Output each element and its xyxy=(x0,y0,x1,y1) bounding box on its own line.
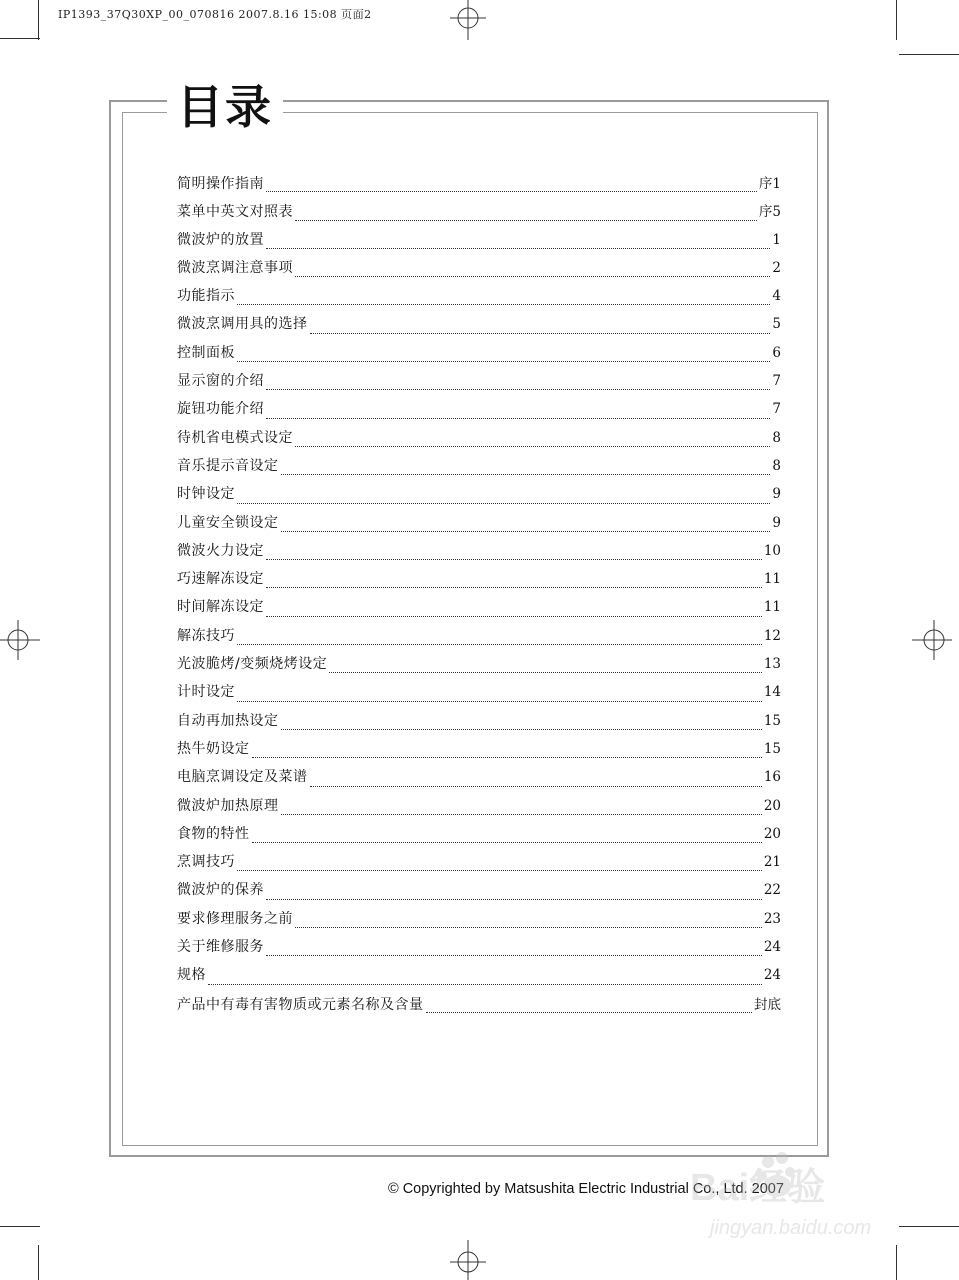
toc-entry-label: 待机省电模式设定 xyxy=(177,429,293,446)
page-title: 目录 xyxy=(167,78,283,136)
toc-entry-label: 规格 xyxy=(177,967,206,984)
toc-entry-page: 8 xyxy=(772,429,781,446)
toc-entry xyxy=(177,172,781,200)
toc-entry-label: 自动再加热设定 xyxy=(177,712,279,729)
toc-dot-leader xyxy=(266,417,770,419)
toc-dot-leader xyxy=(295,445,770,447)
toc-entry xyxy=(177,540,781,568)
table-of-contents xyxy=(177,172,781,1021)
toc-dot-leader xyxy=(237,643,762,645)
toc-entry xyxy=(177,766,781,794)
toc-entry-label: 计时设定 xyxy=(177,684,235,701)
toc-dot-leader xyxy=(237,700,762,702)
toc-entry xyxy=(177,823,781,851)
toc-entry-label: 微波烹调注意事项 xyxy=(177,259,293,276)
toc-entry xyxy=(177,285,781,313)
toc-entry-page: 22 xyxy=(763,882,781,899)
toc-entry-label: 烹调技巧 xyxy=(177,854,235,871)
toc-entry xyxy=(177,993,781,1021)
toc-dot-leader xyxy=(237,303,770,305)
toc-entry-page: 21 xyxy=(763,854,781,871)
toc-entry-label: 微波炉的保养 xyxy=(177,882,264,899)
toc-entry-page: 12 xyxy=(763,627,781,644)
toc-entry xyxy=(177,681,781,709)
toc-entry xyxy=(177,257,781,285)
toc-entry-page: 15 xyxy=(763,712,781,729)
toc-entry-page: 5 xyxy=(772,316,781,333)
toc-dot-leader xyxy=(310,332,771,334)
toc-dot-leader xyxy=(237,502,770,504)
toc-dot-leader xyxy=(281,813,762,815)
toc-entry-label: 简明操作指南 xyxy=(177,176,264,192)
toc-entry-page: 23 xyxy=(763,910,781,927)
toc-entry-page: 4 xyxy=(772,288,781,305)
toc-dot-leader xyxy=(266,558,762,560)
toc-entry xyxy=(177,313,781,341)
toc-entry xyxy=(177,936,781,964)
toc-entry-label: 旋钮功能介绍 xyxy=(177,401,264,418)
toc-entry-label: 光波脆烤/变频烧烤设定 xyxy=(177,656,328,673)
toc-entry-page: 15 xyxy=(763,740,781,757)
toc-dot-leader xyxy=(266,586,762,588)
toc-dot-leader xyxy=(295,219,757,221)
toc-dot-leader xyxy=(426,1011,753,1013)
toc-entry xyxy=(177,229,781,257)
toc-entry-label: 儿童安全锁设定 xyxy=(177,514,279,531)
toc-entry-label: 时间解冻设定 xyxy=(177,599,264,616)
toc-dot-leader xyxy=(281,530,771,532)
toc-entry xyxy=(177,370,781,398)
toc-entry-label: 微波炉的放置 xyxy=(177,231,264,248)
toc-entry-label: 控制面板 xyxy=(177,344,235,361)
toc-entry-label: 菜单中英文对照表 xyxy=(177,204,293,221)
toc-entry-label: 微波炉加热原理 xyxy=(177,797,279,814)
toc-entry xyxy=(177,455,781,483)
toc-entry-page: 11 xyxy=(763,571,781,588)
toc-dot-leader xyxy=(266,190,757,192)
toc-entry-label: 产品中有毒有害物质或元素名称及含量 xyxy=(177,996,424,1013)
toc-dot-leader xyxy=(252,756,762,758)
toc-entry-label: 时钟设定 xyxy=(177,486,235,503)
toc-entry xyxy=(177,596,781,624)
toc-entry xyxy=(177,625,781,653)
toc-entry-page: 7 xyxy=(772,373,781,390)
toc-entry-label: 要求修理服务之前 xyxy=(177,910,293,927)
toc-entry xyxy=(177,568,781,596)
toc-entry-label: 功能指示 xyxy=(177,288,235,305)
toc-entry xyxy=(177,851,781,879)
toc-dot-leader xyxy=(329,671,762,673)
toc-entry xyxy=(177,795,781,823)
toc-entry-page: 2 xyxy=(772,259,781,276)
toc-entry-label: 微波火力设定 xyxy=(177,542,264,559)
registration-mark-top xyxy=(448,0,488,40)
toc-entry xyxy=(177,342,781,370)
toc-entry-label: 热牛奶设定 xyxy=(177,740,250,757)
toc-entry-page: 16 xyxy=(763,769,781,786)
toc-entry xyxy=(177,908,781,936)
toc-entry-label: 电脑烹调设定及菜谱 xyxy=(177,769,308,786)
toc-entry xyxy=(177,512,781,540)
toc-dot-leader xyxy=(266,898,762,900)
toc-dot-leader xyxy=(295,275,770,277)
toc-entry xyxy=(177,964,781,992)
toc-entry xyxy=(177,398,781,426)
toc-entry-page: 20 xyxy=(763,797,781,814)
registration-mark-right xyxy=(912,620,952,660)
toc-entry-label: 微波烹调用具的选择 xyxy=(177,316,308,333)
registration-mark-bottom xyxy=(448,1240,488,1280)
toc-entry-label: 食物的特性 xyxy=(177,825,250,842)
toc-dot-leader xyxy=(266,247,770,249)
toc-dot-leader xyxy=(295,926,762,928)
toc-entry-page: 13 xyxy=(763,656,781,673)
toc-entry-page: 7 xyxy=(772,401,781,418)
toc-entry-page: 9 xyxy=(772,514,781,531)
toc-entry-page: 封底 xyxy=(754,996,781,1013)
toc-dot-leader xyxy=(237,869,762,871)
toc-entry-page: 6 xyxy=(772,344,781,361)
toc-entry xyxy=(177,483,781,511)
toc-dot-leader xyxy=(281,728,762,730)
toc-entry-page: 20 xyxy=(763,825,781,842)
toc-entry xyxy=(177,879,781,907)
toc-entry-label: 显示窗的介绍 xyxy=(177,373,264,390)
toc-entry-label: 巧速解冻设定 xyxy=(177,571,264,588)
toc-entry-page: 24 xyxy=(763,967,781,984)
toc-dot-leader xyxy=(310,785,762,787)
toc-entry-label: 解冻技巧 xyxy=(177,627,235,644)
toc-entry-page: 11 xyxy=(763,599,781,616)
toc-dot-leader xyxy=(237,360,770,362)
toc-entry-page: 14 xyxy=(763,684,781,701)
toc-dot-leader xyxy=(266,615,762,617)
copyright-notice: © Copyrighted by Matsushita Electric Industrial Co., Ltd. 2007 xyxy=(388,1181,784,1197)
toc-entry-label: 音乐提示音设定 xyxy=(177,457,279,474)
toc-entry xyxy=(177,427,781,455)
toc-entry xyxy=(177,653,781,681)
watermark-url: jingyan.baidu.com xyxy=(710,1217,872,1239)
toc-entry-page: 24 xyxy=(763,939,781,956)
toc-entry xyxy=(177,738,781,766)
toc-entry-page: 9 xyxy=(772,486,781,503)
toc-entry xyxy=(177,200,781,228)
toc-entry-page: 序1 xyxy=(758,176,781,192)
toc-dot-leader xyxy=(208,983,762,985)
toc-dot-leader xyxy=(266,388,770,390)
watermark-logo-text: Bai经验 xyxy=(690,1167,826,1209)
toc-entry-page: 序5 xyxy=(758,204,781,221)
toc-entry-page: 1 xyxy=(772,231,781,248)
baidu-jingyan-watermark xyxy=(690,1150,905,1245)
print-slug: IP1393_37Q30XP_00_070816 2007.8.16 15:08 页面2 xyxy=(58,8,372,21)
toc-dot-leader xyxy=(281,473,771,475)
toc-dot-leader xyxy=(252,841,762,843)
toc-entry-page: 10 xyxy=(763,542,781,559)
toc-entry-page: 8 xyxy=(772,457,781,474)
toc-dot-leader xyxy=(266,954,762,956)
registration-mark-left xyxy=(0,620,40,660)
toc-entry-label: 关于维修服务 xyxy=(177,939,264,956)
toc-entry xyxy=(177,710,781,738)
